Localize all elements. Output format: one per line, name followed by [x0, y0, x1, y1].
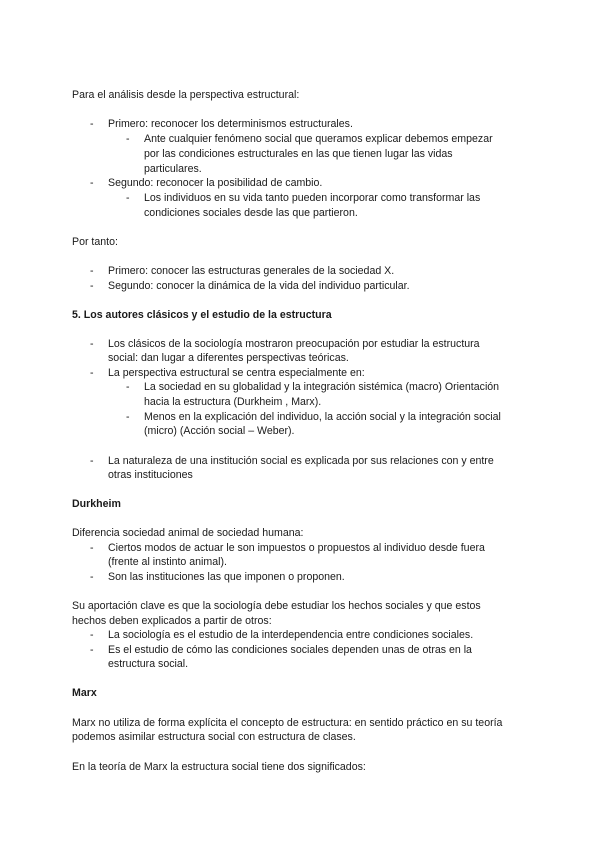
marx-paragraph-cont: podemos asimilar estructura social con estructura de clases. [72, 731, 356, 743]
bullet-dash: - [90, 177, 94, 189]
list-item-cont: por las condiciones estructurales en las que tienen lugar las vidas [144, 148, 453, 160]
list-item: Segundo: conocer la dinámica de la vida del individuo particular. [108, 280, 410, 292]
list-item: Primero: reconocer los determinismos estructurales. [108, 118, 353, 130]
bullet-dash: - [126, 133, 130, 145]
list-item-cont: particulares. [144, 163, 202, 175]
bullet-dash: - [90, 265, 94, 277]
bullet-dash: - [90, 338, 94, 350]
list-item-cont: otras instituciones [108, 469, 193, 481]
list-item: La naturaleza de una institución social es explicada por sus relaciones con y entre [108, 455, 494, 467]
list-item: Ante cualquier fenómeno social que queramos explicar debemos empezar [144, 133, 493, 145]
bullet-dash: - [126, 381, 130, 393]
marx-heading: Marx [72, 687, 97, 699]
list-item: Primero: conocer las estructuras generales de la sociedad X. [108, 265, 395, 277]
marx-last-line: En la teoría de Marx la estructura social tiene dos significados: [72, 761, 366, 773]
bullet-dash: - [90, 118, 94, 130]
list-item: La sociología es el estudio de la interdependencia entre condiciones sociales. [108, 629, 474, 641]
bullet-dash: - [90, 455, 94, 467]
list-item: Los clásicos de la sociología mostraron preocupación por estudiar la estructura [108, 338, 480, 350]
bullet-dash: - [90, 367, 94, 379]
bullet-dash: - [126, 411, 130, 423]
list-item: Menos en la explicación del individuo, la acción social y la integración social [144, 411, 501, 423]
list-item-cont: condiciones sociales desde las que partieron. [144, 207, 358, 219]
bullet-dash: - [90, 280, 94, 292]
bullet-dash: - [90, 571, 94, 583]
list-item-cont: estructura social. [108, 658, 189, 670]
durkheim-intro: Diferencia sociedad animal de sociedad humana: [72, 527, 304, 539]
bullet-dash: - [90, 542, 94, 554]
list-item: La sociedad en su globalidad y la integración sistémica (macro) Orientación [144, 381, 500, 393]
intro-text: Para el análisis desde la perspectiva estructural: [72, 89, 300, 101]
durkheim-paragraph-cont: hechos deben explicados a partir de otros: [72, 615, 272, 627]
list-item: Los individuos en su vida tanto pueden incorporar como transformar las [144, 192, 481, 204]
list-item-cont: social: dan lugar a diferentes perspectivas teóricas. [108, 352, 349, 364]
list-item: Segundo: reconocer la posibilidad de cambio. [108, 177, 323, 189]
list-item: Son las instituciones las que imponen o proponen. [108, 571, 345, 583]
list-item-cont: (frente al instinto animal). [108, 556, 227, 568]
list-item-cont: hacia la estructura (Durkheim , Marx). [144, 396, 322, 408]
bullet-dash: - [90, 644, 94, 656]
durkheim-heading: Durkheim [72, 498, 121, 510]
bullet-dash: - [126, 192, 130, 204]
durkheim-paragraph: Su aportación clave es que la sociología debe estudiar los hechos sociales y que estos [72, 600, 481, 612]
list-item: La perspectiva estructural se centra especialmente en: [108, 367, 365, 379]
section-5-heading: 5. Los autores clásicos y el estudio de la estructura [72, 309, 332, 321]
list-item-cont: (micro) (Acción social – Weber). [144, 425, 295, 437]
marx-paragraph: Marx no utiliza de forma explícita el concepto de estructura: en sentido práctico en su teoría [72, 717, 503, 729]
list-item: Ciertos modos de actuar le son impuestos o propuestos al individuo desde fuera [108, 542, 485, 554]
list-item: Es el estudio de cómo las condiciones sociales dependen unas de otras en la [108, 644, 472, 656]
por-tanto-text: Por tanto: [72, 236, 118, 248]
bullet-dash: - [90, 629, 94, 641]
